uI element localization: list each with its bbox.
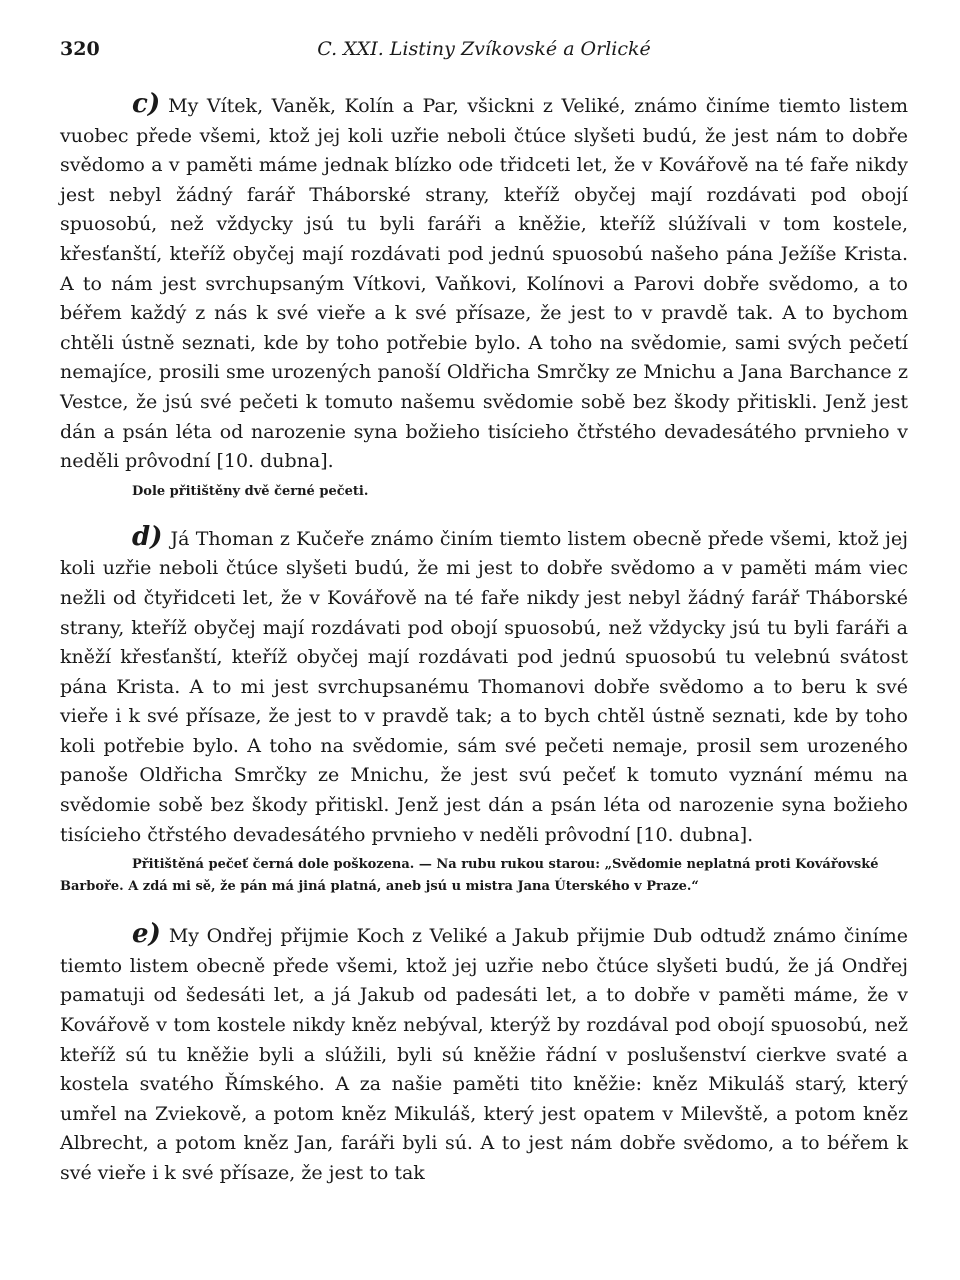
chapter-title: C. XXI. Listiny Zvíkovské a Orlické [317, 38, 651, 60]
charter-e [60, 920, 908, 1188]
document-page [60, 38, 908, 1189]
charter-d [60, 523, 908, 899]
charter-letter: e) [132, 919, 161, 950]
note-text: Přitištěná pečeť černá dole poškozena. — Na rubu rukou starou: „Svědomie neplatná proti Kovářovské [132, 857, 879, 873]
editorial-note [60, 481, 908, 503]
charter-paragraph [60, 523, 908, 851]
charter-body: Já Thoman z Kučeře známo činím tiemto listem obecně přede všemi, ktož jej koli uzřie neboli čtúce slyšeti budú, že mi jest to dobře svědomo a v paměti mám viec nežli od čtyřidceti let, že v Kovářově na té faře nikdy jest nebyl žádný farář Tháborské strany, kteříž obyčej mají rozdávati pod obojí spuosobú, než vždycky jsú tu byli faráři a kněží křesťanští, kteříž obyčej mají rozdávati pod jednú spuosobú tu velebnú svátost pána Krista. A to mi jest svrchupsanému Thomanovi dobře svědomo a to beru k své vieře i k své přísaze, že jest to v pravdě tak; a to bych chtěl ústně seznati, kde by toho koli potřebie bylo. A toho na svědomie, sám své pečeti nemaje, prosil sem urozeného panoše Oldřicha Smrčky ze Mnichu, že jest svú pečeť k tomuto vyznání mému na svědomie sobě bez škody přitiskl. Jenž jest dán a psán léta od narozenie syna božieho tisícieho čtřstého devadesátého prvnieho v neděli prôvodní [10. dubna]. [60, 527, 908, 846]
charter-paragraph [60, 920, 908, 1188]
note-text-continued: Barboře. A zdá mi sě, že pán má jiná platná, aneb jsú u mistra Jana Úterského v Praze.“ [60, 879, 699, 895]
editorial-note [60, 854, 908, 898]
charter-paragraph [60, 90, 908, 477]
note-text: Dole přitištěny dvě černé pečeti. [132, 483, 369, 499]
charter-letter: c) [132, 89, 161, 119]
charter-letter: d) [132, 521, 163, 552]
charter-body: My Ondřej přijmie Koch z Veliké a Jakub přijmie Dub odtudž známo činíme tiemto listem obecně přede všemi, ktož jej uzřie nebo čtúce slyšeti budú, že já Ondřej pamatuji od šedesáti let, a já Jakub od padesáti let, a to dobře v paměti máme, že v Kovářově v tom kostele nikdy kněz nebýval, kterýž by rozdával pod obojí spuosobú, než kteříž sú tu kněžie byli a slúžili, byli sú kněžie řádní v poslušenství cierkve svaté a kostela svatého Římského. A za našie paměti tito kněžie: kněz Mikuláš starý, který umřel na Zviekově, a potom kněz Mikuláš, který jest opatem v Milevště, a potom kněz Albrecht, a potom kněz Jan, faráři byli sú. A to jest nám dobře svědomo, a to béřem k své vieře i k své přísaze, že jest to tak [60, 925, 908, 1184]
charter-body: My Vítek, Vaněk, Kolín a Par, všickni z Veliké, známo činíme tiemto listem vuobec přede všemi, ktož jej koli uzřie neboli čtúce slyšeti budú, že jest nám to dobře svědomo a v paměti máme jednak blízko ode třidceti let, že v Kovářově na té faře nikdy jest nebyl žádný farář Tháborské strany, kteříž obyčej mají rozdávati pod obojí spuosobú, než vždycky jsú tu byli faráři a kněžie, kteříž slúžívali v tom kostele, křesťanští, kteříž obyčej mají rozdávati pod jednú spuosobú našeho pána Ježíše Krista. A to nám jest svrchupsaným Vítkovi, Vaňkovi, Kolínovi a Parovi dobře svědomo, a to béřem každý z nás k své vieře a k své přísaze, že jest to v pravdě tak. A to bychom chtěli ústně seznati, kde by toho potřebie bylo. A toho na svědomie, sami svých pečetí nemajíce, prosili sme urozených panoší Oldřicha Smrčky ze Mnichu a Jana Barchance z Vestce, že jsú své pečeti k tomuto našemu svědomie sobě bez škody přitiskli. Jenž jest dán a psán léta od narozenie syna božieho tisícieho čtřstého devadesátého prvnieho v neděli prôvodní [10. dubna]. [60, 95, 908, 473]
charter-c [60, 90, 908, 503]
page-number: 320 [60, 38, 100, 60]
running-head [60, 38, 908, 72]
